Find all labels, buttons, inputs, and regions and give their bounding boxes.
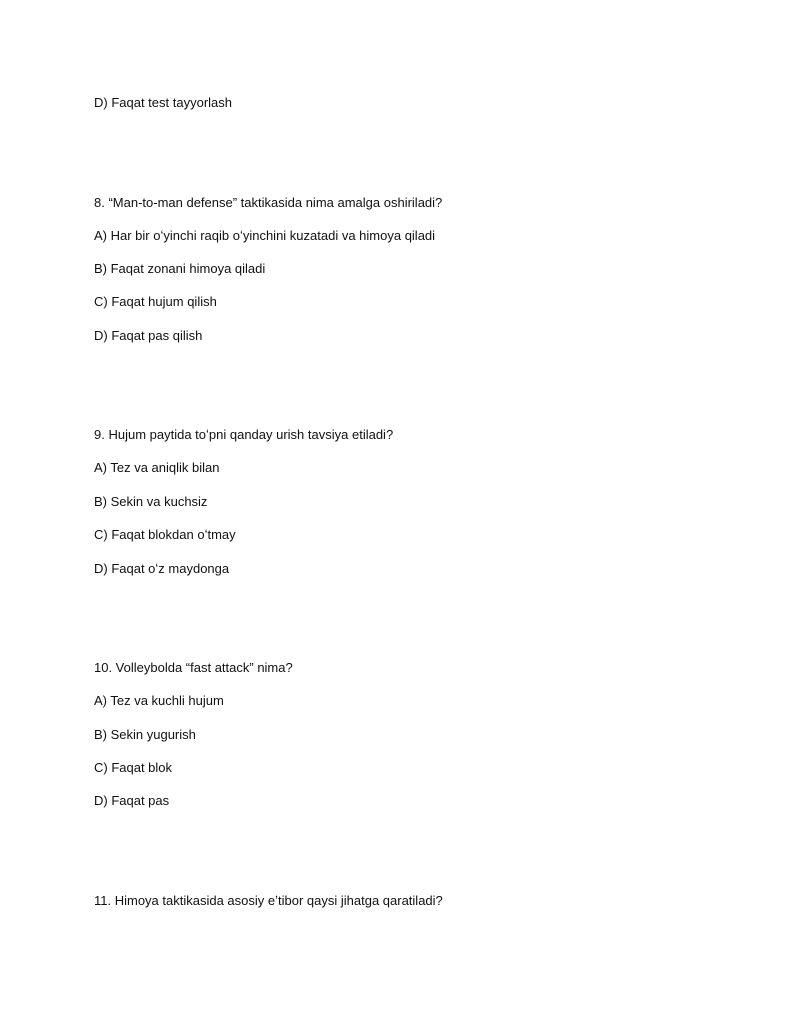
- q7-option-d: D) Faqat test tayyorlash: [94, 95, 232, 110]
- q10-option-b: B) Sekin yugurish: [94, 727, 196, 742]
- q8-option-d: D) Faqat pas qilish: [94, 328, 203, 343]
- q9-option-a: A) Tez va aniqlik bilan: [94, 460, 220, 475]
- q8-question: 8. “Man-to-man defense” taktikasida nima amalga oshiriladi?: [94, 195, 443, 210]
- q8-option-b: B) Faqat zonani himoya qiladi: [94, 261, 266, 276]
- q9-option-b: B) Sekin va kuchsiz: [94, 494, 208, 509]
- q8-option-a: A) Har bir oʻyinchi raqib oʻyinchini kuzatadi va himoya qiladi: [94, 228, 436, 243]
- q10-option-d: D) Faqat pas: [94, 793, 170, 808]
- q10-question: 10. Volleybolda “fast attack” nima?: [94, 660, 293, 675]
- q9-option-c: C) Faqat blokdan oʻtmay: [94, 527, 236, 542]
- q11-question: 11. Himoya taktikasida asosiy eʼtibor qaysi jihatga qaratiladi?: [94, 893, 443, 908]
- q9-question: 9. Hujum paytida toʻpni qanday urish tavsiya etiladi?: [94, 427, 394, 442]
- q10-option-c: C) Faqat blok: [94, 760, 173, 775]
- q8-option-c: C) Faqat hujum qilish: [94, 294, 217, 309]
- q9-option-d: D) Faqat oʻz maydonga: [94, 561, 230, 576]
- q10-option-a: A) Tez va kuchli hujum: [94, 693, 224, 708]
